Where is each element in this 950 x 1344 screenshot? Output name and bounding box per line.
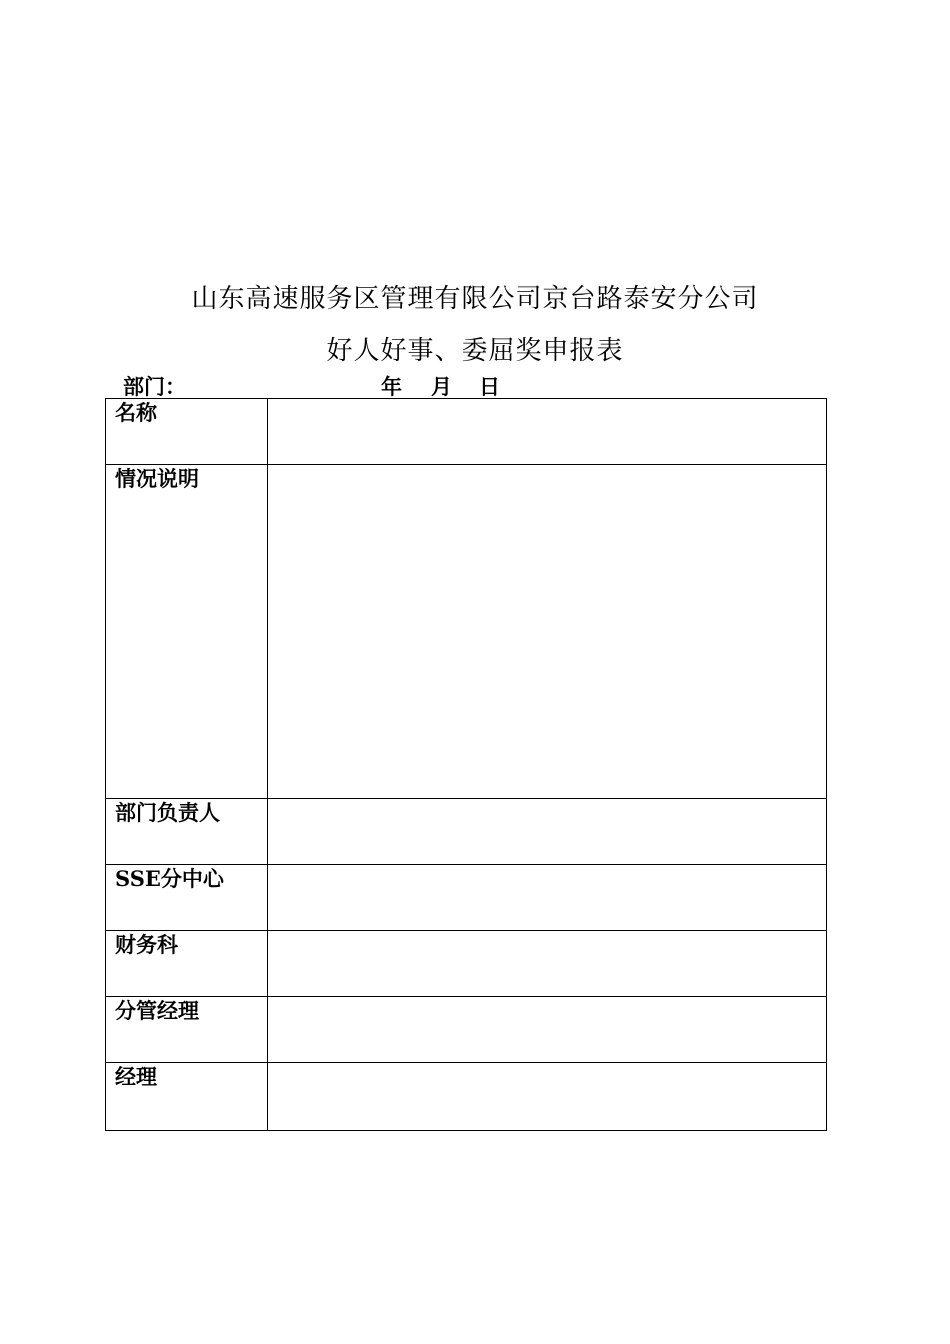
day-label: 日 — [479, 374, 500, 399]
form-meta-row — [105, 375, 827, 399]
form-row-dept-head — [106, 799, 827, 865]
description-field[interactable] — [268, 465, 827, 799]
finance-field[interactable] — [268, 931, 827, 997]
form-row-manager — [106, 1063, 827, 1131]
dept-head-label: 部门负责人 — [106, 799, 268, 865]
form-title: 好人好事、委屈奖申报表 — [326, 336, 624, 366]
year-label: 年 — [381, 374, 402, 399]
sse-center-field[interactable] — [268, 865, 827, 931]
form-row-sse-center — [106, 865, 827, 931]
document-title: 山东高速服务区管理有限公司京台路泰安分公司 — [191, 284, 759, 314]
month-label: 月 — [431, 374, 452, 399]
name-label: 名称 — [106, 399, 268, 465]
finance-label: 财务科 — [106, 931, 268, 997]
name-field[interactable] — [268, 399, 827, 465]
manager-field[interactable] — [268, 1063, 827, 1131]
application-form-table — [105, 398, 827, 1131]
sse-center-label: SSE分中心 — [106, 865, 268, 931]
department-label: 部门： — [123, 374, 186, 399]
deputy-manager-field[interactable] — [268, 997, 827, 1063]
description-label: 情况说明 — [106, 465, 268, 799]
form-row-name — [106, 399, 827, 465]
form-row-deputy-manager — [106, 997, 827, 1063]
form-row-finance — [106, 931, 827, 997]
dept-head-field[interactable] — [268, 799, 827, 865]
form-row-description — [106, 465, 827, 799]
manager-label: 经理 — [106, 1063, 268, 1131]
deputy-manager-label: 分管经理 — [106, 997, 268, 1063]
